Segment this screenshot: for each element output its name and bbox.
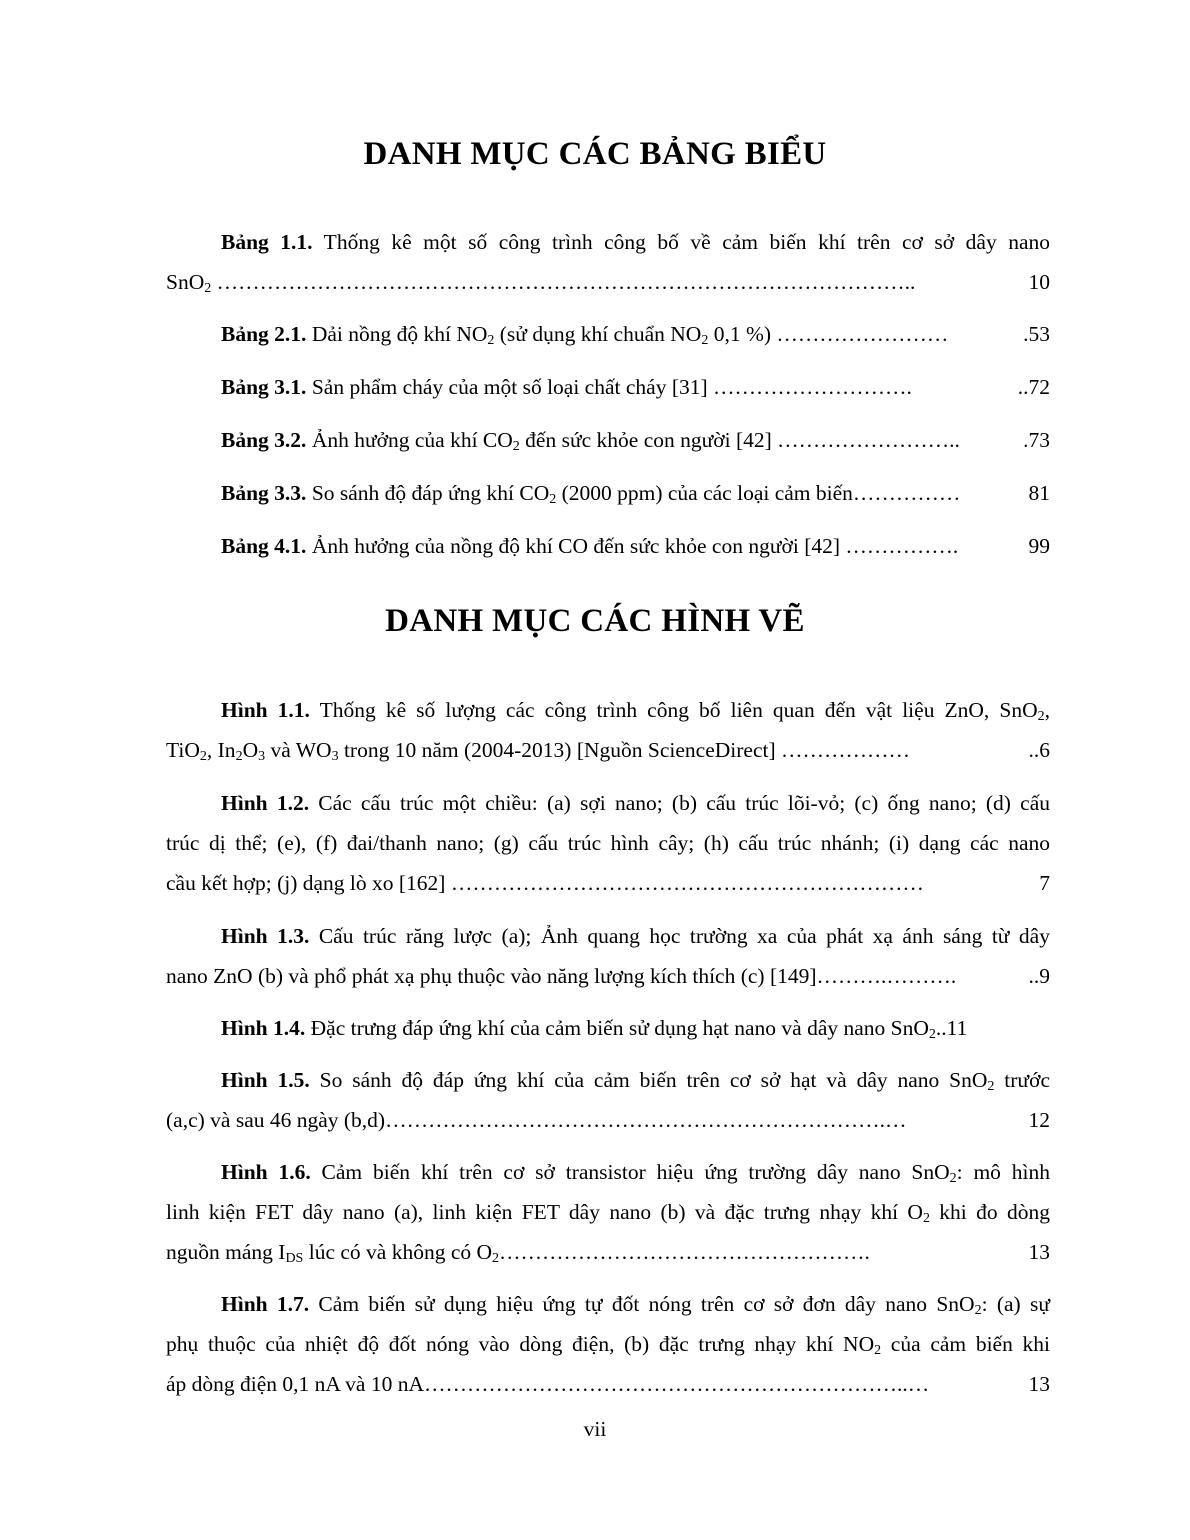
entry-title: Sản phẩm cháy của một số loại chất cháy [31] ……………………….: [306, 375, 912, 399]
entry-title: Các cấu trúc một chiều: (a) sợi nano; (b) cấu trúc lõi-vỏ; (c) ống nano; (d) cấu: [309, 791, 1050, 815]
page-ref: 81: [1028, 481, 1050, 505]
leader-dots: ……………………………………………………………………………………..: [211, 270, 916, 294]
entry-label: Bảng 4.1.: [221, 534, 307, 558]
leader-dots: 0,1 %) ……………………: [708, 322, 949, 346]
leader-dots: trong 10 năm (2004-2013) [Nguồn ScienceDirect] ………………: [338, 738, 910, 762]
subscript: 2: [492, 1251, 500, 1266]
page-number: vii: [583, 1417, 607, 1441]
entry-label: Hình 1.5.: [221, 1068, 310, 1092]
subscript: 2: [549, 492, 557, 507]
subscript: 3: [258, 749, 266, 764]
page-ref: .73: [1023, 428, 1050, 452]
entry-title-cont: và WO: [265, 738, 332, 762]
entry-label: Hình 1.7.: [221, 1292, 310, 1316]
entry-title: Cấu trúc răng lược (a); Ảnh quang học trường xa của phát xạ ánh sáng từ dây: [309, 924, 1050, 948]
page-ref: 99: [1028, 534, 1050, 558]
figure-entry-1-7: [166, 1284, 1050, 1404]
table-entry-4-1: [166, 526, 1050, 566]
entry-title-cont: (sử dụng khí chuẩn NO: [494, 322, 702, 346]
entry-title-cont: (2000 ppm) của các loại cảm biến……………: [556, 481, 961, 505]
table-entry-1-1: [166, 222, 1050, 302]
entry-title: Cảm biến khí trên cơ sở transistor hiệu ứng trường dây nano SnO: [310, 1160, 950, 1184]
entry-title: Ảnh hưởng của nồng độ khí CO đến sức khỏe con người [42] …………….: [306, 534, 959, 558]
entry-title-cont: khi đo dòng: [929, 1200, 1050, 1224]
subscript: 2: [701, 333, 709, 348]
page-ref: 10: [1028, 270, 1050, 294]
entry-title: Dải nồng độ khí NO: [306, 322, 488, 346]
subscript: 2: [1037, 709, 1045, 724]
entry-title-cont: nguồn máng I: [166, 1240, 286, 1264]
entry-title-cont: linh kiện FET dây nano (a), linh kiện FET dây nano (b) và đặc trưng nhạy khí O: [166, 1200, 923, 1224]
entry-title-cont: O: [242, 738, 259, 762]
entry-title: So sánh độ đáp ứng khí CO: [306, 481, 550, 505]
subscript: 2: [487, 333, 495, 348]
subscript: 2: [928, 1027, 936, 1042]
leader-dots: (a,c) và sau 46 ngày (b,d)…………………………………………………………….…: [166, 1108, 907, 1132]
tables-list-heading: DANH MỤC CÁC BẢNG BIỂU: [363, 136, 827, 172]
page-ref: ..11: [935, 1016, 968, 1040]
subscript: 3: [331, 749, 339, 764]
entry-title: Đặc trưng đáp ứng khí của cảm biến sử dụng hạt nano và dây nano SnO: [305, 1016, 929, 1040]
figures-list-heading: DANH MỤC CÁC HÌNH VẼ: [385, 603, 805, 639]
entry-label: Hình 1.6.: [221, 1160, 311, 1184]
entry-title: Thống kê số lượng các công trình công bố liên quan đến vật liệu ZnO, SnO: [309, 698, 1038, 722]
figure-entry-1-1: [166, 690, 1050, 770]
entry-title-cont: của cảm biến khi: [881, 1332, 1050, 1356]
entry-title: Cảm biến sử dụng hiệu ứng tự đốt nóng trên cơ sở đơn dây nano SnO: [309, 1292, 975, 1316]
entry-title-cont: ,: [1044, 698, 1050, 722]
subscript: 2: [204, 281, 212, 296]
page-ref: ..9: [1028, 964, 1050, 988]
entry-label: Hình 1.2.: [221, 791, 310, 815]
subscript: 2: [987, 1079, 995, 1094]
table-entry-3-1: [166, 367, 1050, 407]
table-entry-3-2: [166, 420, 1050, 460]
entry-label: Hình 1.1.: [221, 698, 310, 722]
figure-entry-1-6: [166, 1152, 1050, 1272]
entry-title-cont: TiO: [166, 738, 200, 762]
page-ref: 13: [1028, 1240, 1050, 1264]
page-ref: 12: [1028, 1108, 1050, 1132]
subscript: 2: [949, 1171, 957, 1186]
entry-label: Hình 1.3.: [221, 924, 310, 948]
page-ref: 13: [1028, 1372, 1050, 1396]
subscript: 2: [922, 1211, 930, 1226]
page-ref: 7: [1039, 871, 1050, 895]
entry-label: Bảng 1.1.: [221, 230, 313, 254]
entry-label: Bảng 2.1.: [221, 322, 307, 346]
page-ref: ..6: [1028, 738, 1050, 762]
entry-label: Bảng 3.3.: [221, 481, 307, 505]
leader-dots: cầu kết hợp; (j) dạng lò xo [162] …………………………………………………………: [166, 871, 924, 895]
entry-title-cont: trước: [994, 1068, 1050, 1092]
entry-title: Thống kê một số công trình công bố về cảm biến khí trên cơ sở dây nano: [312, 230, 1050, 254]
subscript: 2: [235, 749, 243, 764]
subscript: DS: [285, 1251, 304, 1266]
leader-dots: …………………………………………….: [499, 1240, 870, 1264]
entry-title-cont: trúc dị thể; (e), (f) đai/thanh nano; (g) cấu trúc hình cây; (h) cấu trúc nhánh; (i) dạng các nano: [166, 831, 1050, 855]
figure-entry-1-4: [166, 1008, 1050, 1048]
subscript: 2: [974, 1303, 982, 1318]
subscript: 2: [199, 749, 207, 764]
entry-title: So sánh độ đáp ứng khí của cảm biến trên cơ sở hạt và dây nano SnO: [309, 1068, 988, 1092]
subscript: 2: [512, 439, 520, 454]
page-ref: .53: [1023, 322, 1050, 346]
leader-dots: áp dòng điện 0,1 nA và 10 nA…………………………………………………………..…: [166, 1372, 930, 1396]
entry-label: Bảng 3.2.: [221, 428, 307, 452]
entry-title-cont: lúc có và không có O: [303, 1240, 493, 1264]
entry-label: Hình 1.4.: [221, 1016, 306, 1040]
entry-title-cont: , In: [206, 738, 236, 762]
table-entry-2-1: [166, 314, 1050, 354]
figure-entry-1-5: [166, 1060, 1050, 1140]
entry-title-cont: đến sức khỏe con người [42] ……………………..: [519, 428, 960, 452]
figure-entry-1-3: [166, 916, 1050, 996]
entry-title-cont: phụ thuộc của nhiệt độ đốt nóng vào dòng điện, (b) đặc trưng nhạy khí NO: [166, 1332, 875, 1356]
entry-title-cont: : mô hình: [956, 1160, 1050, 1184]
page-ref: ..72: [1017, 375, 1050, 399]
entry-label: Bảng 3.1.: [221, 375, 307, 399]
entry-title-cont: SnO: [166, 270, 205, 294]
table-entry-3-3: [166, 473, 1050, 513]
leader-dots: nano ZnO (b) và phổ phát xạ phụ thuộc vào năng lượng kích thích (c) [149]……….……….: [166, 964, 957, 988]
entry-title: Ảnh hưởng của khí CO: [306, 428, 513, 452]
entry-title-cont: : (a) sự: [981, 1292, 1050, 1316]
figure-entry-1-2: [166, 783, 1050, 903]
subscript: 2: [874, 1343, 882, 1358]
